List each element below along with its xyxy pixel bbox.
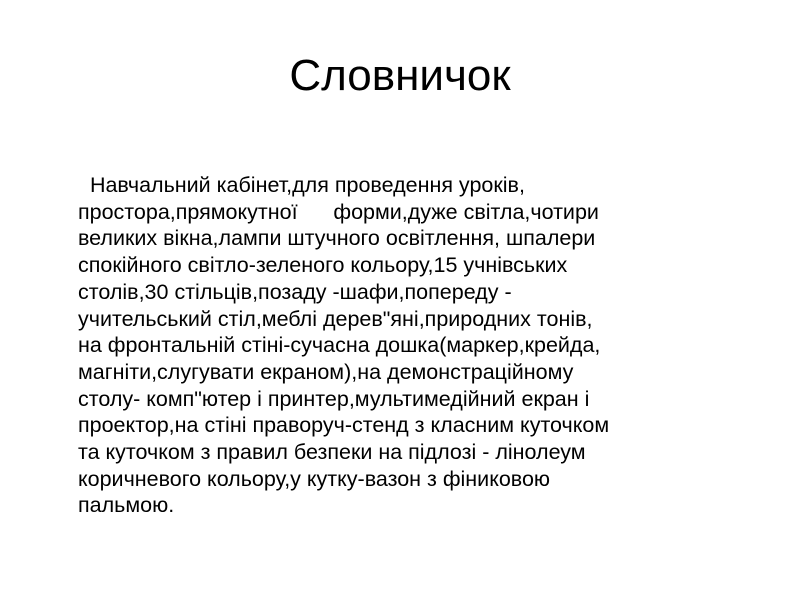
body-line: пальмою. — [78, 493, 175, 518]
body-line: столу- комп"ютер і принтер,мультимедійний екран і — [78, 386, 590, 411]
body-line: учительський стіл,меблі дерев"яні,природних тонів, — [78, 306, 593, 331]
body-line: Навчальний кабінет,для проведення уроків, — [78, 173, 525, 197]
body-line: на фронтальній стіні-сучасна дошка(маркер,крейда, — [78, 333, 601, 358]
slide-title: Словничок — [289, 51, 511, 100]
body-line: магніти,слугувати екраном),на демонстраційному — [78, 359, 574, 384]
slide-body-text — [78, 172, 758, 519]
body-line: проектор,на стіні праворуч-стенд з класним куточком — [78, 413, 610, 438]
body-line: великих вікна,лампи штучного освітлення, шпалери — [78, 226, 596, 251]
body-line: простора,прямокутної форми,дуже світла,чотири — [78, 199, 599, 224]
body-line: коричневого кольору,у кутку-вазон з фіниковою — [78, 466, 551, 491]
body-line: спокійного світло-зеленого кольору,15 учнівських — [78, 253, 568, 278]
body-line: та куточком з правил безпеки на підлозі - лінолеум — [78, 440, 586, 465]
body-line: столів,30 стільців,позаду -шафи,попереду - — [78, 279, 512, 304]
